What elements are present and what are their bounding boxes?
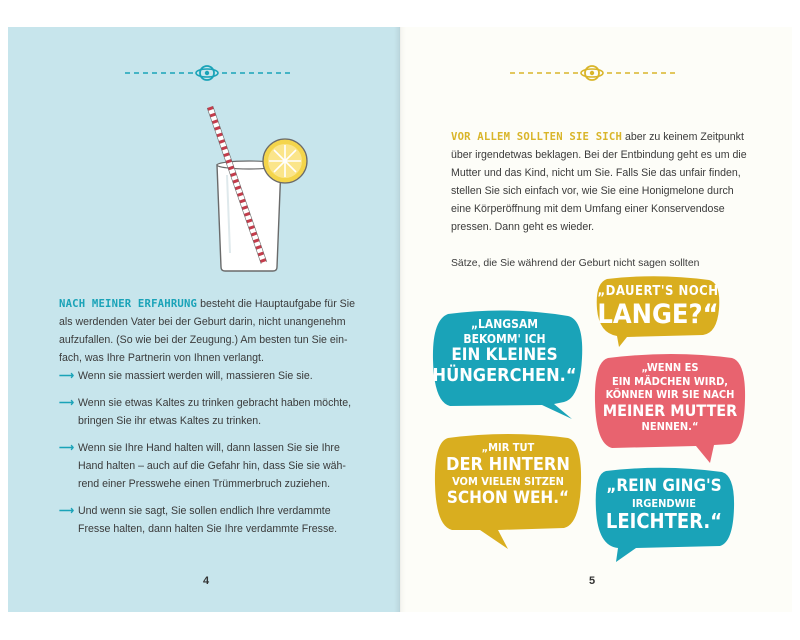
- arrow-right-icon: ⟶: [59, 442, 75, 454]
- bubble-line: HÜNGERCHEN.“: [432, 365, 577, 387]
- glass-lemonade-icon: [205, 103, 310, 280]
- right-intro-line: eine Körperöffnung mit dem Umfang einer Konservendose: [451, 203, 725, 215]
- bullet-item: [59, 502, 359, 538]
- left-intro-line: besteht die Hauptaufgabe für Sie: [197, 298, 355, 310]
- bullet-item: [59, 394, 359, 430]
- bullet-line: Wenn sie massiert werden will, massieren Sie sie.: [78, 370, 313, 382]
- left-intro-line: als werdenden Vater bei der Geburt darin, nicht unangenehm: [59, 316, 346, 328]
- bubble-line: „LANGSAM: [470, 317, 539, 331]
- page-number-right: 5: [589, 575, 596, 587]
- left-intro-line: aufzufallen. (So wie bei der Zeugung.) Am besten tun Sie ein-: [59, 334, 348, 346]
- speech-bubble: [430, 308, 585, 420]
- bullet-item: [59, 367, 359, 385]
- bullet-line: Wenn sie etwas Kaltes zu trinken gebracht haben möchte,: [78, 397, 352, 409]
- arrow-right-icon: ⟶: [59, 397, 75, 409]
- bubble-line: „MIR TUT: [481, 441, 535, 454]
- bullet-item: [59, 439, 359, 493]
- bubble-line: MEINER MUTTER: [602, 400, 738, 420]
- speech-bubble: [593, 275, 723, 347]
- bullet-line: bringen Sie ihr etwas Kaltes zu trinken.: [78, 415, 262, 427]
- bullet-line: Und wenn sie sagt, Sie sollen endlich Ihre verdammte: [78, 505, 331, 517]
- bullet-line: Hand halten – auch auf die Gefahr hin, dass Sie sie wäh-: [78, 460, 346, 472]
- bubble-line: BEKOMM' ICH: [463, 331, 546, 346]
- bubble-line: IRGENDWIE: [631, 496, 697, 510]
- bubble-line: DER HINTERN: [446, 453, 570, 475]
- left-intro-line: fach, was Ihre Partnerin von Ihnen verlangt.: [59, 352, 264, 364]
- right-intro-paragraph: [451, 128, 771, 236]
- bubble-line: LEICHTER.“: [605, 509, 723, 534]
- right-intro-line: aber zu keinem Zeitpunkt: [622, 131, 744, 143]
- speech-bubble: [432, 432, 584, 550]
- left-intro-lead: NACH MEINER ERFAHRUNG: [59, 298, 198, 310]
- right-intro-line: über irgendetwas beklagen. Bei der Entbindung geht es um die: [451, 149, 747, 161]
- bubble-line: VOM VIELEN SITZEN: [452, 475, 564, 489]
- bullet-line: Wenn sie Ihre Hand halten will, dann lassen Sie sie Ihre: [78, 442, 340, 454]
- bubble-line: KÖNNEN WIR SIE NACH: [605, 388, 735, 402]
- arrow-right-icon: ⟶: [59, 370, 75, 382]
- bullet-line: Fresse halten, dann halten Sie Ihre verdammte Fresse.: [78, 523, 338, 535]
- bubble-line: „DAUERT'S NOCH: [597, 284, 719, 299]
- right-intro-line: pressen. Dann geht es wieder.: [451, 221, 595, 233]
- bubble-line: EIN KLEINES: [451, 345, 558, 366]
- book-gutter: [394, 27, 406, 612]
- page-number-left: 4: [203, 575, 210, 587]
- speech-bubble: [592, 466, 736, 562]
- bullet-line: rend einer Presswehe einen Trümmerbruch zuziehen.: [78, 478, 331, 490]
- bubble-line: „REIN GING'S: [606, 476, 722, 496]
- pacifier-icon: [510, 62, 675, 84]
- bubble-line: NENNEN.“: [641, 420, 699, 434]
- speech-bubble: [592, 352, 748, 464]
- bubble-line: SCHON WEH.“: [446, 487, 570, 508]
- bubble-line: LANGE?“: [597, 298, 719, 330]
- bubble-line: EIN MÄDCHEN WIRD,: [611, 374, 729, 388]
- right-intro-lead: VOR ALLEM SOLLTEN SIE SICH: [451, 131, 623, 143]
- quotes-subheading: Sätze, die Sie während der Geburt nicht sagen sollten: [451, 258, 700, 269]
- right-intro-line: Mutter und das Kind, nicht um Sie. Falls Sie das unfair finden,: [451, 167, 741, 179]
- arrow-right-icon: ⟶: [59, 505, 75, 517]
- bullet-list: [59, 367, 359, 547]
- left-intro-paragraph: [59, 295, 359, 367]
- right-intro-line: stellen Sie sich einfach vor, wie Sie eine Honigmelone durch: [451, 185, 734, 197]
- pacifier-icon: [125, 62, 290, 84]
- bubble-line: „WENN ES: [641, 361, 699, 374]
